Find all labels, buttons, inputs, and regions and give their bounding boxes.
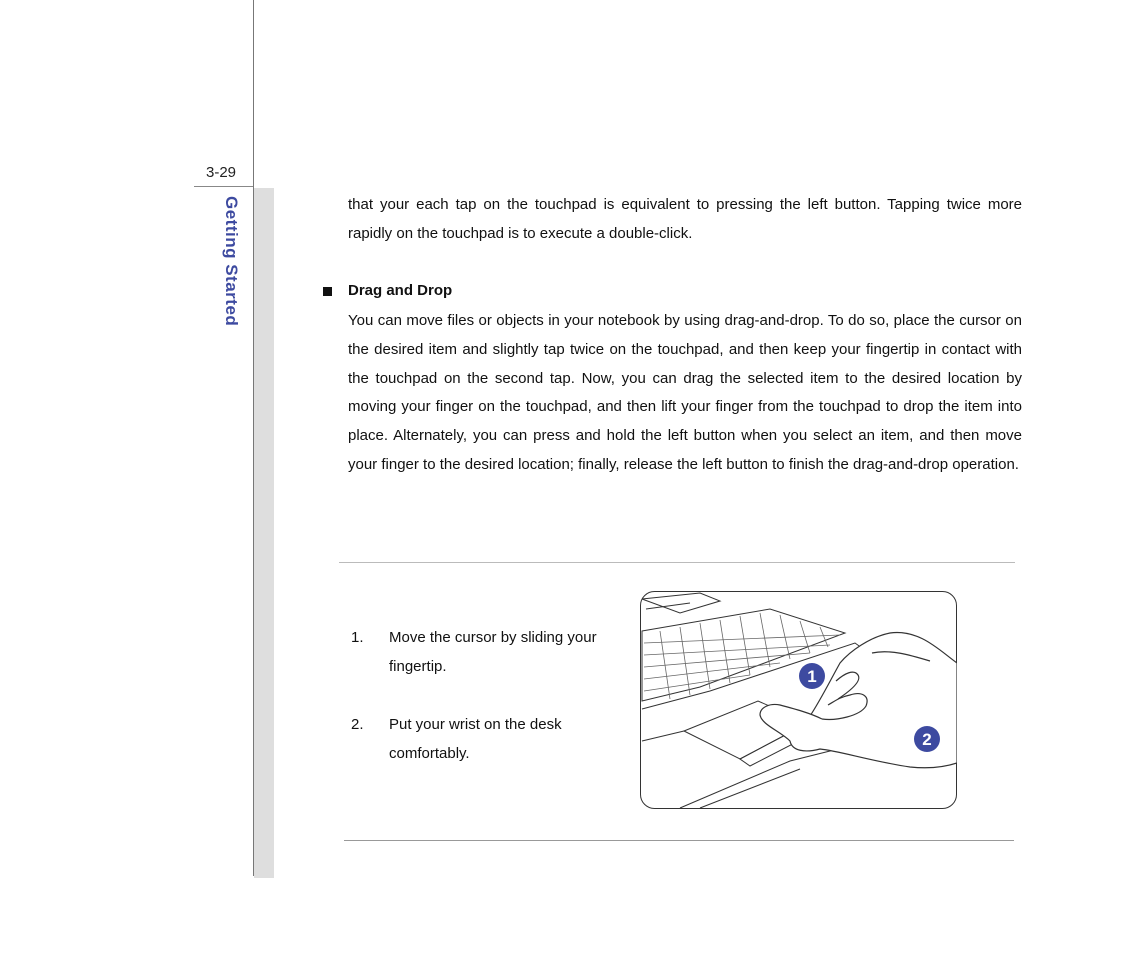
step-number: 2. — [351, 716, 364, 733]
page-number-rule — [194, 186, 254, 187]
section-title: Getting Started — [222, 196, 241, 327]
divider-top — [339, 562, 1015, 563]
step-number: 1. — [351, 629, 364, 646]
step-text: Move the cursor by sliding your fingertip. — [389, 629, 597, 675]
touchpad-illustration — [640, 591, 957, 809]
page-number: 3-29 — [206, 164, 237, 181]
drag-drop-paragraph: You can move files or objects in your notebook by using drag-and-drop. To do so, place the cursor on the desired item and slightly tap twice on the touchpad, and then keep your fingertip in contact with the touchpad on the second tap. Now, you can drag the selected item to the desired location by moving your finger on the touchpad, and then lift your finger from the touchpad to drop the item into place. Alternately, you can press and hold the left button when you select an item, and then move your finger to the desired location; finally, release the left button to finish the drag-and-drop operation. — [348, 312, 1022, 473]
step-text: Put your wrist on the desk comfortably. — [389, 716, 562, 762]
callout-1-label: 1 — [807, 667, 817, 686]
callout-2-label: 2 — [922, 730, 932, 749]
bullet-icon — [323, 287, 332, 296]
tap-paragraph: that your each tap on the touchpad is equivalent to pressing the left button. Tapping twice more rapidly on the touchpad is to execute a double-click. — [348, 196, 1022, 242]
margin-sidebar — [254, 188, 274, 878]
drag-drop-heading: Drag and Drop — [348, 282, 453, 299]
divider-bottom — [344, 840, 1014, 841]
